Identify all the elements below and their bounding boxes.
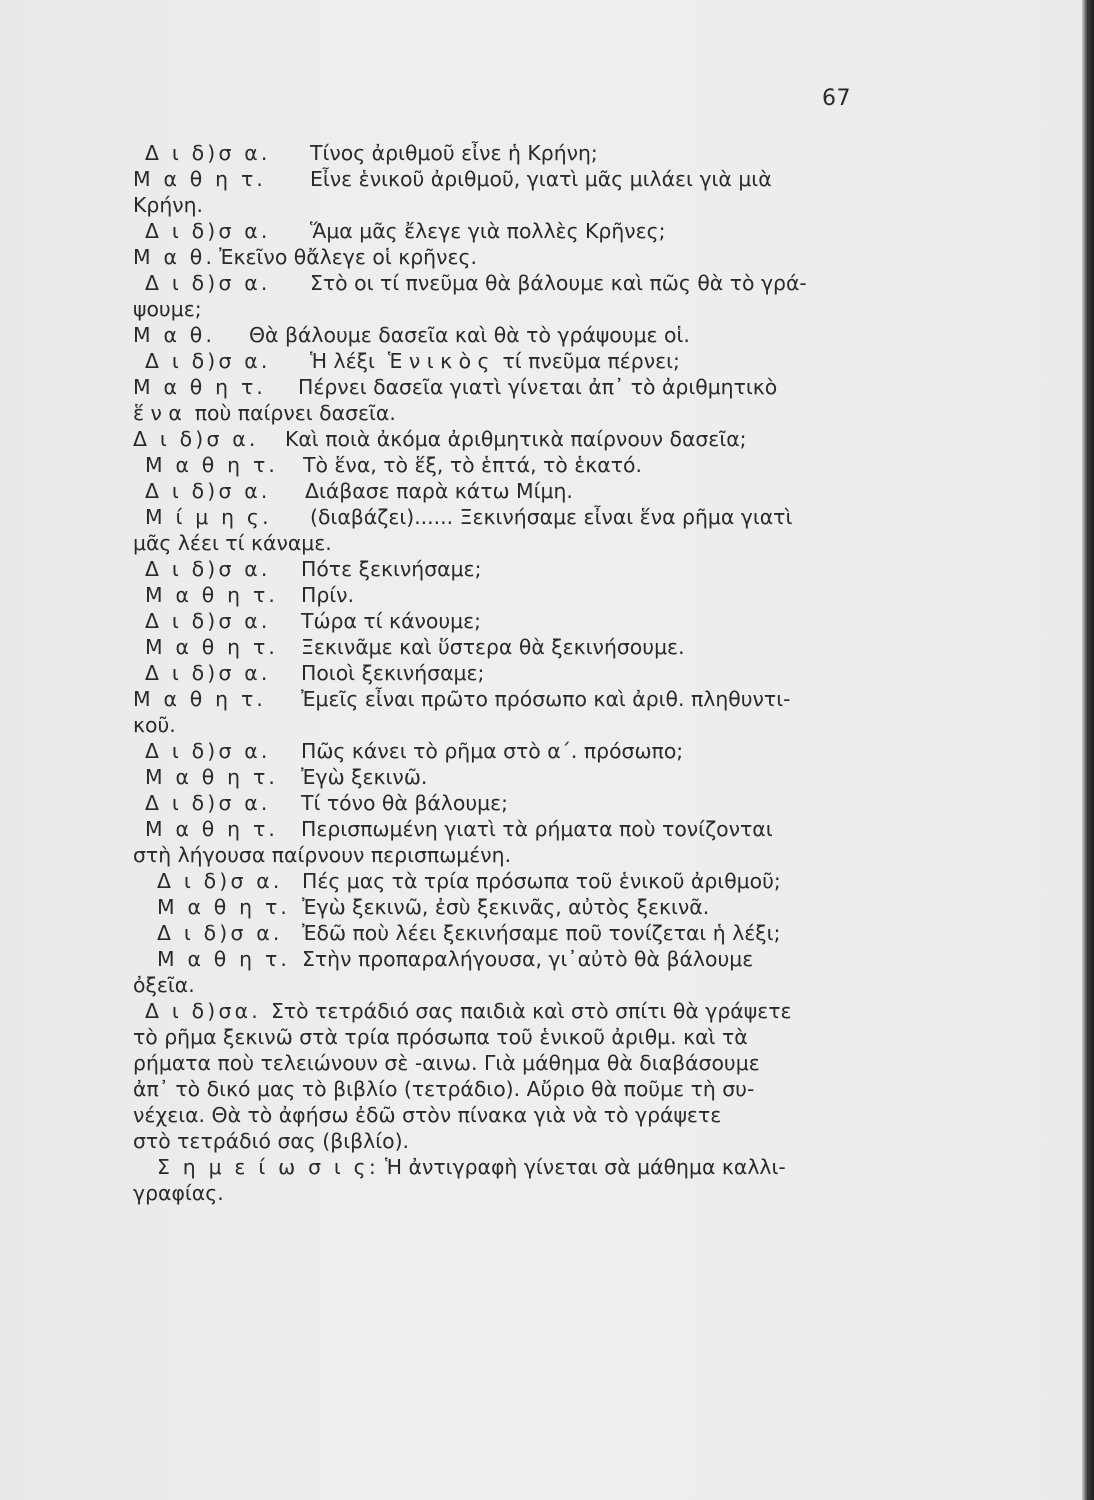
text-line xyxy=(133,426,877,452)
speaker-label: Δ ι δ)σα. xyxy=(145,999,261,1023)
line-text: Πρίν. xyxy=(301,583,355,607)
text-line xyxy=(133,686,877,712)
text-line xyxy=(133,478,877,504)
line-text: Τί τόνο θὰ βάλουμε; xyxy=(301,791,508,815)
speaker-label: Δ ι δ)σ α. xyxy=(145,791,271,815)
speaker-label: Μ α θ η τ. xyxy=(133,375,267,399)
line-text: Ἡ λέξι Ἑ ν ι κ ὸ ς τί πνεῦμα πέρνει; xyxy=(310,349,680,373)
line-text: στὸ τετράδιό σας (βιβλίο). xyxy=(133,1129,410,1153)
speaker-label: Σ η μ ε ί ω σ ι ς: xyxy=(157,1155,379,1179)
line-text: τὸ ρῆμα ξεκινῶ στὰ τρία πρόσωπα τοῦ ἑνικοῦ ἀριθμ. καὶ τὰ xyxy=(133,1025,748,1049)
text-line xyxy=(133,1050,877,1076)
line-text: Ξεκινᾶμε καὶ ὕστερα θὰ ξεκινήσουμε. xyxy=(301,635,685,659)
line-text: Κρήνη. xyxy=(133,193,204,217)
line-text: νέχεια. Θὰ τὸ ἀφήσω ἐδῶ στὸν πίνακα γιὰ νὰ τὸ γράψετε xyxy=(133,1103,722,1127)
speaker-label: Μ α θ η τ. xyxy=(145,817,279,841)
line-text: Ἐγὼ ξεκινῶ, ἐσὺ ξεκινᾶς, αὐτὸς ξεκινᾶ. xyxy=(302,895,710,919)
text-line xyxy=(133,244,877,270)
text-line xyxy=(133,322,877,348)
speaker-label: Μ α θ η τ. xyxy=(157,895,291,919)
speaker-label: Δ ι δ)σ α. xyxy=(145,219,271,243)
line-text: ὀξεῖα. xyxy=(133,973,195,997)
line-text: Στὸ τετράδιό σας παιδιὰ καὶ στὸ σπίτι θὰ γράψετε xyxy=(271,999,792,1023)
line-text: Πέρνει δασεῖα γιατὶ γίνεται ἀπ᾿ τὸ ἀριθμητικὸ xyxy=(298,375,778,399)
speaker-label: Μ α θ η τ. xyxy=(157,947,291,971)
text-line xyxy=(133,946,877,972)
text-line xyxy=(133,1102,877,1128)
speaker-label: Δ ι δ)σ α. xyxy=(145,349,271,373)
speaker-label: Μ α θ η τ. xyxy=(133,167,267,191)
text-line xyxy=(133,140,877,166)
line-text: Τὸ ἕνα, τὸ ἕξ, τὸ ἑπτά, τὸ ἑκατό. xyxy=(303,453,642,477)
speaker-label: Μ α θ η τ. xyxy=(145,583,279,607)
line-text: Ἐκεῖνο θἄλεγε οἱ κρῆνες. xyxy=(219,245,477,269)
text-line xyxy=(133,218,877,244)
text-line xyxy=(133,1154,877,1180)
speaker-label: Δ ι δ)σ α. xyxy=(145,609,271,633)
speaker-label: Δ ι δ)σ α. xyxy=(145,141,271,165)
line-text: ρήματα ποὺ τελειώνουν σὲ -αινω. Γιὰ μάθημα θὰ διαβάσουμε xyxy=(133,1051,760,1075)
line-text: Καὶ ποιὰ ἀκόμα ἀριθμητικὰ παίρνουν δασεῖα; xyxy=(285,427,747,451)
text-line xyxy=(133,764,877,790)
line-text: στὴ λήγουσα παίρνουν περισπωμένη. xyxy=(133,843,512,867)
speaker-label: Δ ι δ)σ α. xyxy=(157,869,283,893)
line-text: Στὴν προπαραλήγουσα, γι᾿αὐτὸ θὰ βάλουμε xyxy=(302,947,754,971)
text-line xyxy=(133,270,877,296)
page-edge-shadow xyxy=(1082,0,1094,1500)
speaker-label: Δ ι δ)σ α. xyxy=(157,921,283,945)
text-line xyxy=(133,192,877,218)
text-line xyxy=(133,868,877,894)
text-line xyxy=(133,166,877,192)
text-line xyxy=(133,582,877,608)
text-line xyxy=(133,348,877,374)
line-text: Πότε ξεκινήσαμε; xyxy=(301,557,482,581)
line-text: Ἅμα μᾶς ἔλεγε γιὰ πολλὲς Κρῆνες; xyxy=(310,219,666,243)
text-line xyxy=(133,712,877,738)
text-line xyxy=(133,790,877,816)
text-line xyxy=(133,296,877,322)
line-text: Ἐμεῖς εἶναι πρῶτο πρόσωπο καὶ ἀριθ. πληθυντι- xyxy=(301,687,791,711)
speaker-label: Δ ι δ)σ α. xyxy=(133,427,259,451)
text-line xyxy=(133,608,877,634)
page-number: 67 xyxy=(822,86,851,111)
line-text: Πῶς κάνει τὸ ρῆμα στὸ α΄. πρόσωπο; xyxy=(301,739,684,763)
text-line xyxy=(133,738,877,764)
line-text: Τίνος ἀριθμοῦ εἶνε ἡ Κρήνη; xyxy=(310,141,598,165)
line-text: ψουμε; xyxy=(133,297,202,321)
line-text: Πές μας τὰ τρία πρόσωπα τοῦ ἑνικοῦ ἀριθμοῦ; xyxy=(302,869,781,893)
text-line xyxy=(133,530,877,556)
line-text: ἕ ν α ποὺ παίρνει δασεῖα. xyxy=(133,401,396,425)
speaker-label: Μ α θ η τ. xyxy=(145,635,279,659)
text-line xyxy=(133,920,877,946)
speaker-label: Μ ί μ η ς. xyxy=(145,505,272,529)
speaker-label: Μ α θ. xyxy=(133,323,216,347)
text-line xyxy=(133,660,877,686)
line-text: Τώρα τί κάνουμε; xyxy=(301,609,482,633)
text-line xyxy=(133,504,877,530)
line-text: ἀπ᾿ τὸ δικό μας τὸ βιβλίο (τετράδιο). Αὔριο θὰ ποῦμε τὴ συ- xyxy=(133,1077,755,1101)
text-line xyxy=(133,634,877,660)
text-line xyxy=(133,972,877,998)
text-line xyxy=(133,894,877,920)
speaker-label: Δ ι δ)σ α. xyxy=(145,557,271,581)
text-line xyxy=(133,452,877,478)
line-text: Εἶνε ἑνικοῦ ἀριθμοῦ, γιατὶ μᾶς μιλάει γιὰ μιὰ xyxy=(310,167,772,191)
text-line xyxy=(133,816,877,842)
speaker-label: Μ α θ η τ. xyxy=(145,765,279,789)
line-text: Ἐγὼ ξεκινῶ. xyxy=(301,765,428,789)
line-text: Ποιοὶ ξεκινήσαμε; xyxy=(301,661,485,685)
line-text: Ἡ ἀντιγραφὴ γίνεται σὰ μάθημα καλλι- xyxy=(385,1155,786,1179)
line-text: Ἐδῶ ποὺ λέει ξεκινήσαμε ποῦ τονίζεται ἡ λέξι; xyxy=(302,921,781,945)
text-line xyxy=(133,1180,877,1206)
speaker-label: Δ ι δ)σ α. xyxy=(145,661,271,685)
text-line xyxy=(133,1128,877,1154)
speaker-label: Δ ι δ)σ α. xyxy=(145,479,271,503)
line-text: Διάβασε παρὰ κάτω Μίμη. xyxy=(305,479,573,503)
text-line xyxy=(133,400,877,426)
line-text: γραφίας. xyxy=(133,1181,224,1205)
text-line xyxy=(133,374,877,400)
text-line xyxy=(133,1076,877,1102)
dialogue-text-block xyxy=(133,140,877,1206)
speaker-label: Μ α θ. xyxy=(133,245,216,269)
speaker-label: Δ ι δ)σ α. xyxy=(145,271,271,295)
line-text: κοῦ. xyxy=(133,713,176,737)
speaker-label: Μ α θ η τ. xyxy=(133,687,267,711)
line-text: Στὸ οι τί πνεῦμα θὰ βάλουμε καὶ πῶς θὰ τὸ γρά- xyxy=(310,271,807,295)
line-text: Περισπωμένη γιατὶ τὰ ρήματα ποὺ τονίζονται xyxy=(301,817,773,841)
line-text: Θὰ βάλουμε δασεῖα καὶ θὰ τὸ γράψουμε οἱ. xyxy=(249,323,690,347)
speaker-label: Δ ι δ)σ α. xyxy=(145,739,271,763)
line-text: μᾶς λέει τί κάναμε. xyxy=(133,531,332,555)
line-text: (διαβάζει)...... Ξεκινήσαμε εἶναι ἕνα ρῆμα γιατὶ xyxy=(310,505,793,529)
speaker-label: Μ α θ η τ. xyxy=(145,453,279,477)
text-line xyxy=(133,998,877,1024)
text-line xyxy=(133,1024,877,1050)
text-line xyxy=(133,556,877,582)
text-line xyxy=(133,842,877,868)
